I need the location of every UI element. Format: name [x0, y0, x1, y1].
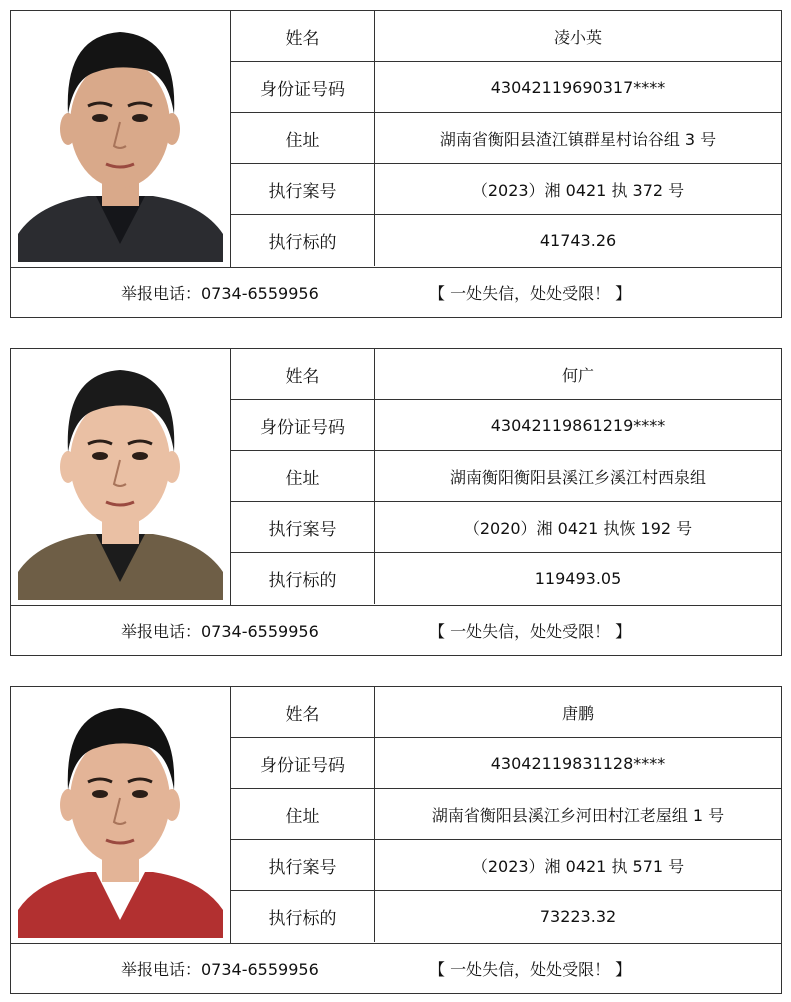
info-row-address: [231, 789, 781, 840]
address-label: 住址: [231, 113, 375, 163]
card-footer: [11, 943, 781, 993]
card-footer: [11, 605, 781, 655]
amount-label: 执行标的: [231, 891, 375, 942]
info-row-case: [231, 502, 781, 553]
portrait-image: [18, 690, 223, 938]
slogan: 【 一处失信，处处受限！ 】: [429, 284, 632, 303]
case-label: 执行案号: [231, 840, 375, 890]
name-value: 凌小英: [553, 27, 602, 47]
name-label: 姓名: [231, 11, 375, 61]
name-label: 姓名: [231, 349, 375, 399]
dishonest-person-card: [10, 348, 782, 656]
info-row-case: [231, 164, 781, 215]
dishonest-person-card: [10, 686, 782, 994]
info-table: [231, 11, 781, 267]
info-table: [231, 687, 781, 943]
address-label: 住址: [231, 451, 375, 501]
info-row-amount: [231, 215, 781, 266]
case-label: 执行案号: [231, 502, 375, 552]
slogan: 【 一处失信，处处受限！ 】: [429, 622, 632, 641]
amount-label: 执行标的: [231, 215, 375, 266]
info-row-name: [231, 11, 781, 62]
case-value: （2023）湘 0421 执 372 号: [471, 180, 685, 200]
person-photo: [11, 349, 231, 605]
card-footer: [11, 267, 781, 317]
info-row-id: [231, 62, 781, 113]
amount-value: 119493.05: [534, 569, 622, 588]
info-row-case: [231, 840, 781, 891]
info-row-name: [231, 687, 781, 738]
id-label: 身份证号码: [231, 738, 375, 788]
portrait-image: [18, 14, 223, 262]
case-value: （2023）湘 0421 执 571 号: [471, 856, 685, 876]
person-photo: [11, 11, 231, 267]
id-label: 身份证号码: [231, 400, 375, 450]
amount-value: 73223.32: [539, 907, 617, 926]
info-row-amount: [231, 891, 781, 942]
id-value: 43042119831128****: [490, 753, 666, 773]
name-value: 何广: [561, 365, 594, 385]
case-value: （2020）湘 0421 执恢 192 号: [463, 518, 693, 538]
slogan: 【 一处失信，处处受限！ 】: [429, 960, 632, 979]
address-value: 湖南衡阳衡阳县溪江乡溪江村西泉组: [449, 467, 706, 487]
portrait-image: [18, 352, 223, 600]
info-row-address: [231, 113, 781, 164]
info-row-address: [231, 451, 781, 502]
info-row-id: [231, 400, 781, 451]
id-value: 43042119690317****: [490, 77, 666, 97]
info-row-id: [231, 738, 781, 789]
report-hotline: 举报电话：0734-6559956: [121, 622, 319, 641]
case-label: 执行案号: [231, 164, 375, 214]
amount-value: 41743.26: [539, 231, 617, 250]
report-hotline: 举报电话：0734-6559956: [121, 960, 319, 979]
dishonest-person-card: [10, 10, 782, 318]
name-label: 姓名: [231, 687, 375, 737]
id-value: 43042119861219****: [490, 415, 666, 435]
info-table: [231, 349, 781, 605]
info-row-amount: [231, 553, 781, 604]
info-row-name: [231, 349, 781, 400]
id-label: 身份证号码: [231, 62, 375, 112]
address-value: 湖南省衡阳县渣江镇群星村诒谷组 3 号: [439, 129, 717, 149]
name-value: 唐鹏: [561, 703, 594, 723]
amount-label: 执行标的: [231, 553, 375, 604]
address-value: 湖南省衡阳县溪江乡河田村江老屋组 1 号: [431, 805, 725, 825]
report-hotline: 举报电话：0734-6559956: [121, 284, 319, 303]
person-photo: [11, 687, 231, 943]
address-label: 住址: [231, 789, 375, 839]
